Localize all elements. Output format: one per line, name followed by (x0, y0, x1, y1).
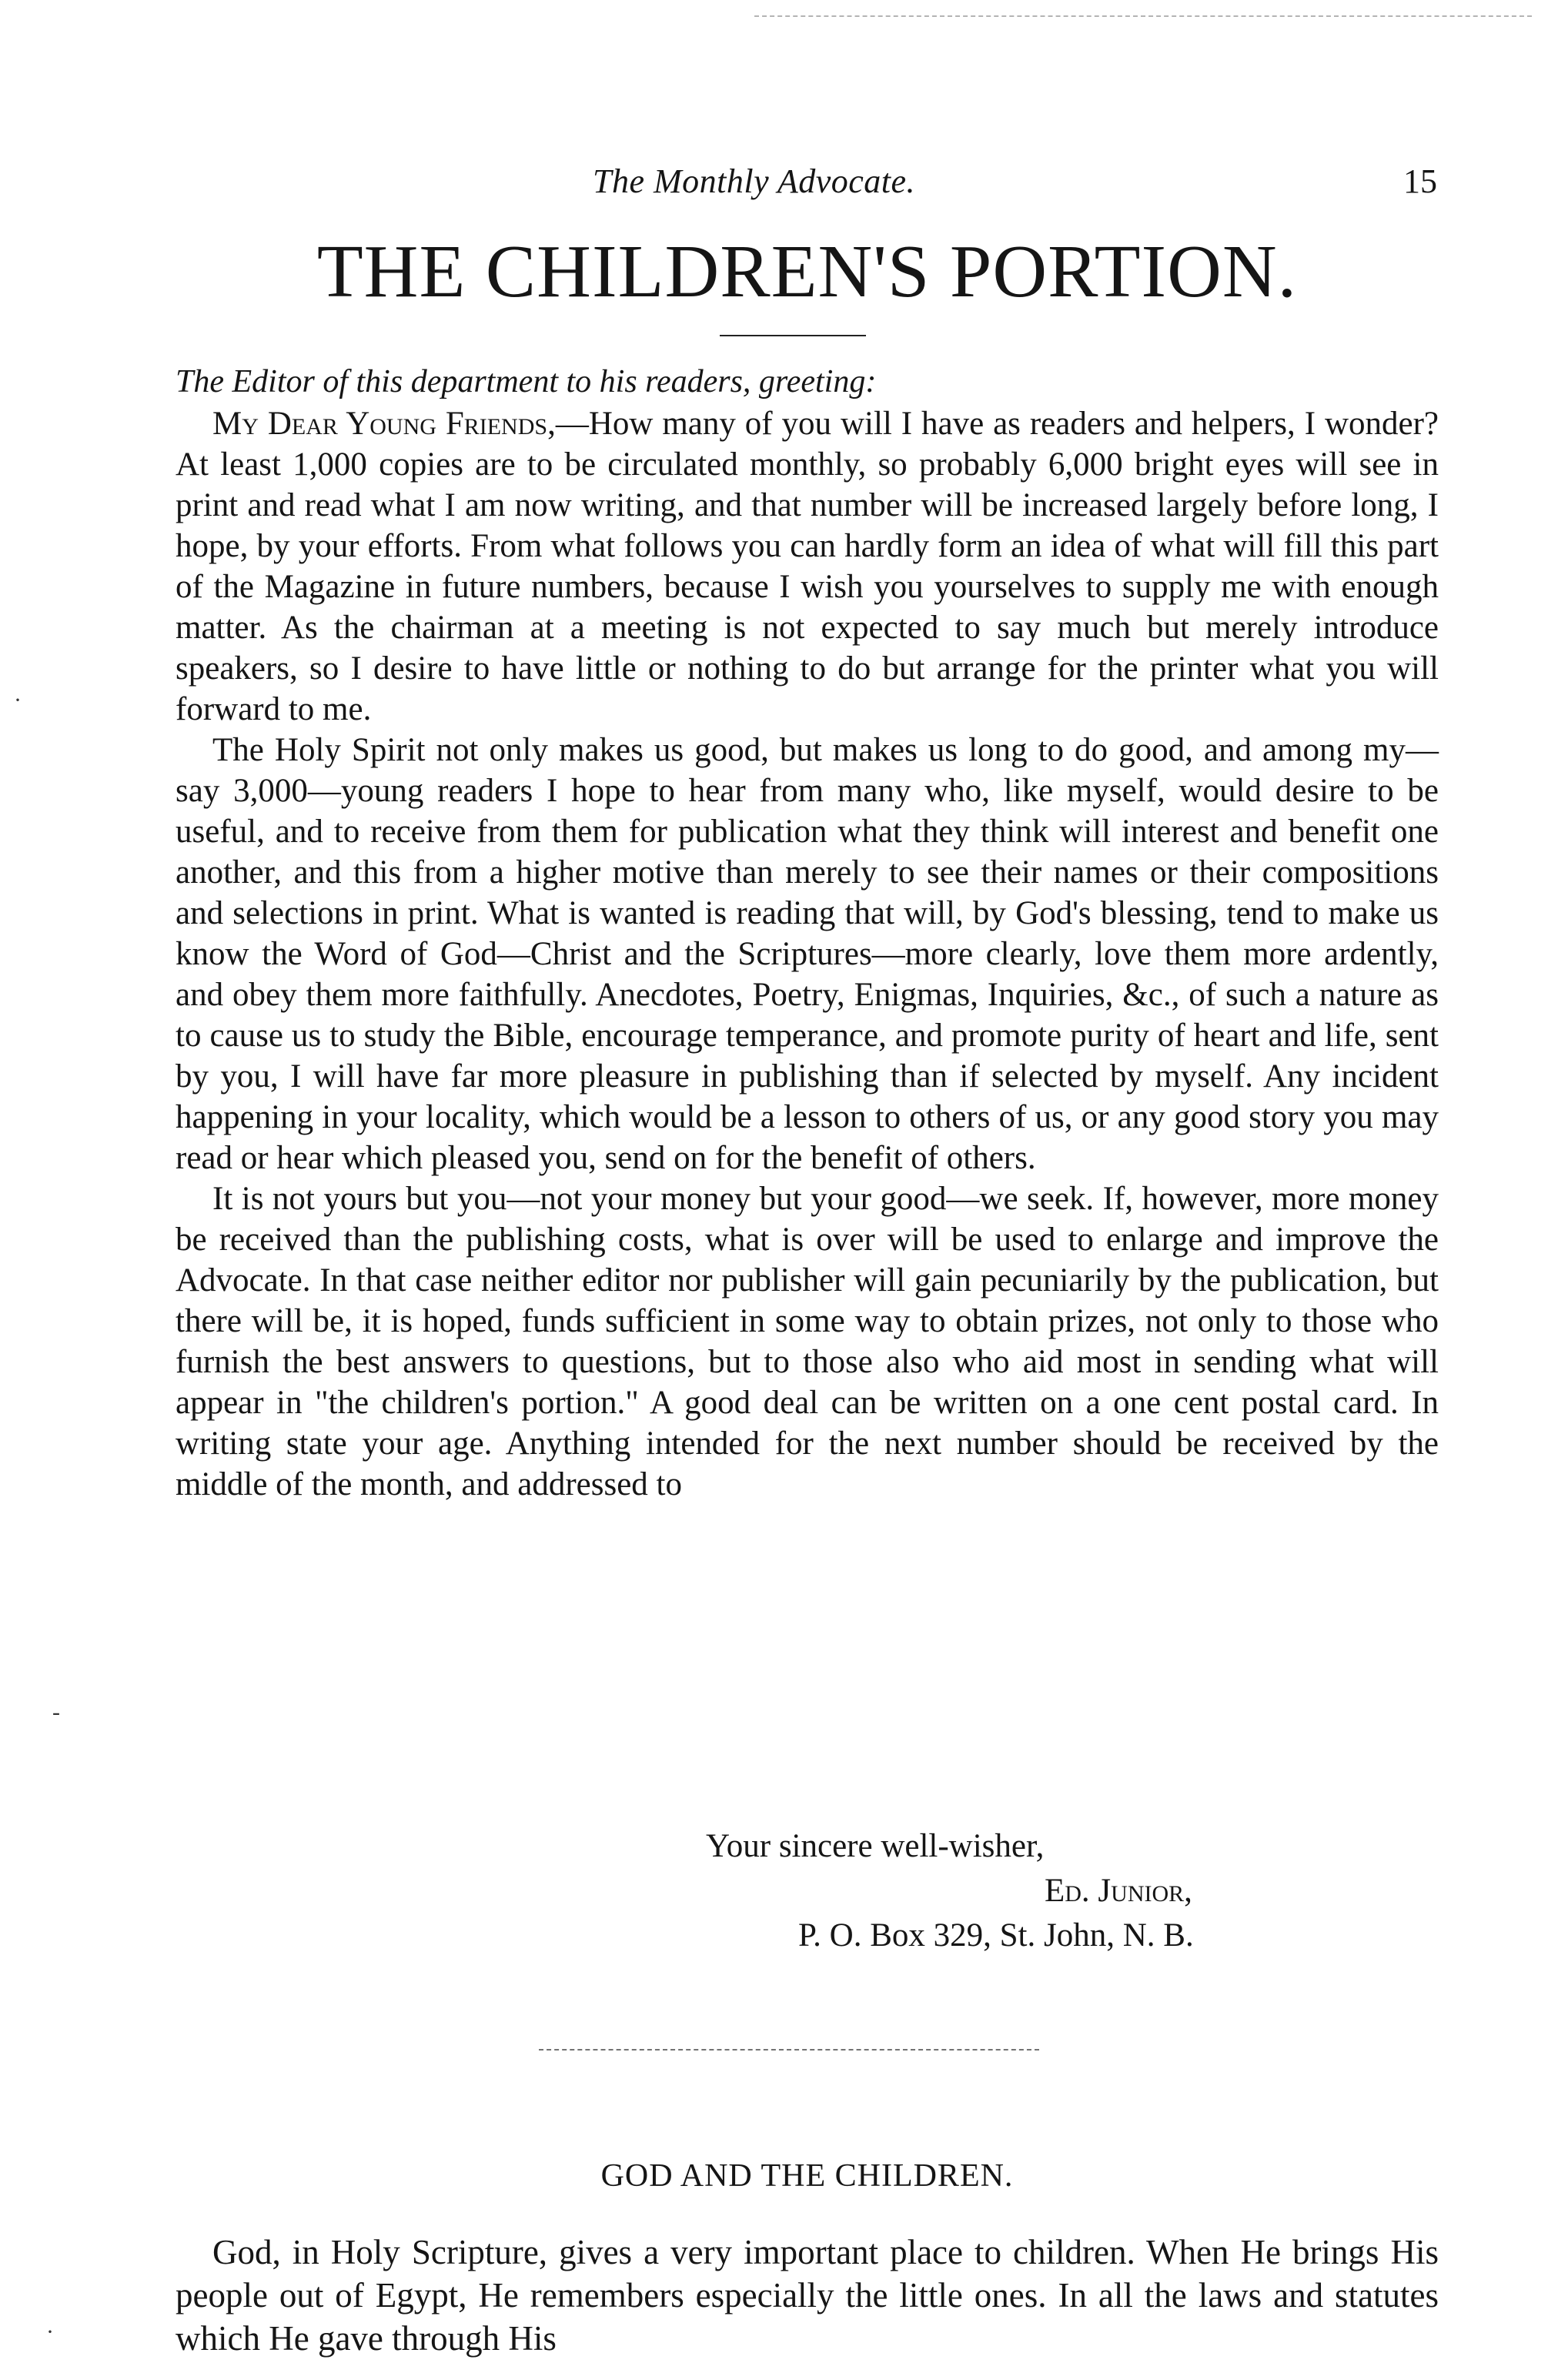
section-paragraph: God, in Holy Scripture, gives a very important place to children. When He brings His people out of Egypt, He remembers especially the little ones. In all the laws and statutes which He gave through His (176, 2233, 1439, 2358)
margin-mark: · (14, 687, 22, 713)
paragraph-3: It is not yours but you—not your money but your good—we seek. If, however, more money be received than the publishing costs, what is over will be used to enlarge and improve the Advocate. In that case neither editor nor publisher will gain pecuniarily by the publication, but there will be, it is hoped, funds sufficient in some way to obtain prizes, not only to those who furnish the best answers to questions, but to those also who aid most in sending what will appear in "the children's portion." A good deal can be written on a one cent postal card. In writing state your age. Anything intended for the next number should be received by the middle of the month, and addressed to (176, 1181, 1439, 1502)
running-title: The Monthly Advocate. (593, 162, 916, 200)
paragraph-2: The Holy Spirit not only makes us good, but makes us long to do good, and among my—say 3,000—young readers I hope to hear from many who, like myself, would desire to be useful, and to receive from them for publication what they think will interest and benefit one another, and this from a higher motive than merely to see their names or their compositions and selections in print. What is wanted is reading that will, by God's blessing, tend to make us know the Word of God—Christ and the Scriptures—more clearly, love them more ardently, and obey them more faithfully. Anecdotes, Poetry, Enigmas, Inquiries, &c., of such a nature as to cause us to study the Bible, encourage temperance, and promote purity of heart and life, sent by you, I will have far more pleasure in publishing than if selected by myself. Any incident happening in your locality, which would be a lesson to others of us, or any good story you may read or hear which pleased you, send on for the benefit of others. (176, 732, 1439, 1176)
article-title: THE CHILDREN'S PORTION. (316, 230, 1298, 313)
running-head (177, 162, 1445, 208)
paragraph-1-text: —How many of you will I have as readers and helpers, I wonder? At least 1,000 copies are to be circulated monthly, so probably 6,000 bright eyes will see in print and read what I am now writing, and that number will be increased largely before long, I hope, by your efforts. From what follows you can hardly form an idea of what will fill this part of the Magazine in future numbers, because I wish you yourselves to supply me with enough matter. As the chairman at a meeting is not expected to say much but merely introduce speakers, so I desire to have little or nothing to do but arrange for the printer what you will forward to me. (176, 406, 1439, 727)
section-rule (539, 2049, 1039, 2050)
title-rule (720, 335, 866, 336)
section-body (176, 2231, 1439, 2360)
section-title: GOD AND THE CHILDREN. (600, 2158, 1014, 2194)
valediction: Your sincere well-wisher, (706, 1828, 1045, 1864)
postal-address: P. O. Box 329, St. John, N. B. (798, 1917, 1194, 1954)
signature-block (706, 1824, 1360, 1958)
margin-mark: - (52, 1700, 60, 1725)
paragraph-1 (176, 403, 1439, 730)
page-number: 15 (1403, 162, 1437, 200)
salutation: My Dear Young Friends, (212, 406, 556, 442)
top-scan-rule (754, 15, 1532, 17)
margin-mark: · (46, 2319, 54, 2345)
signature-name: Ed. Junior, (1045, 1873, 1192, 1909)
editor-greeting: The Editor of this department to his readers, greeting: (176, 364, 877, 399)
article-body (176, 403, 1439, 1505)
